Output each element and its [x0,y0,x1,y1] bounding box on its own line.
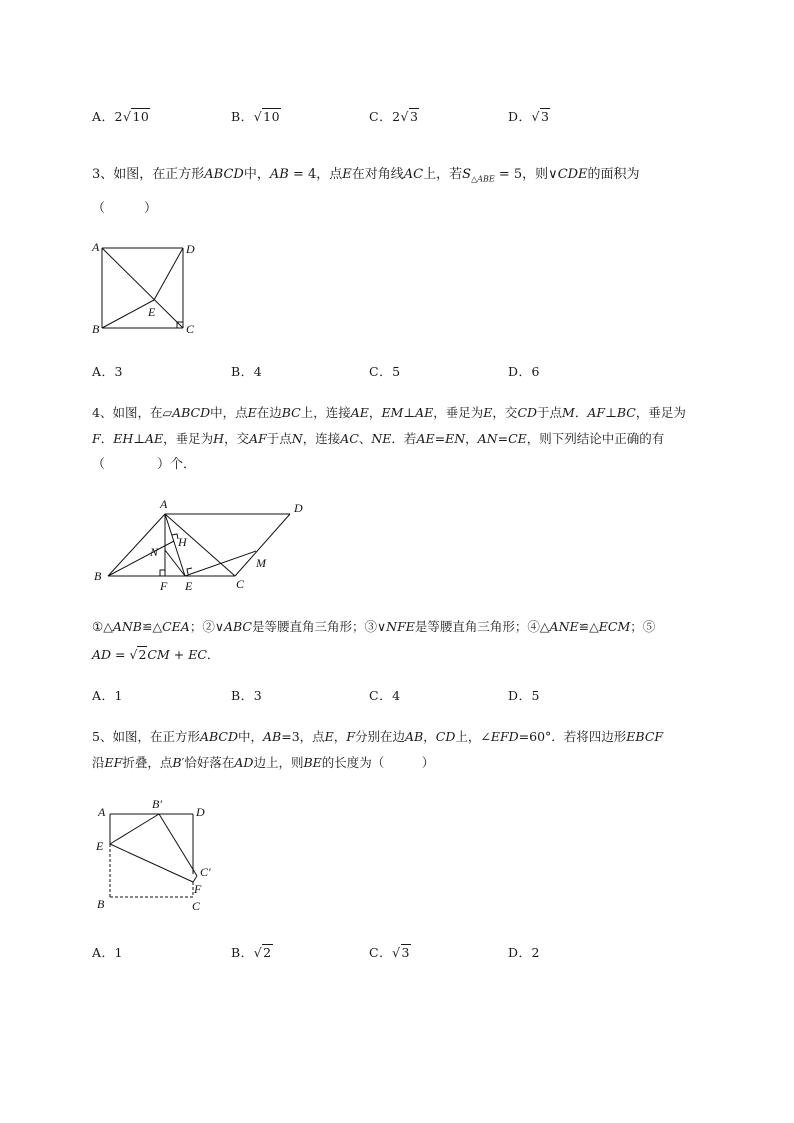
q5-label-e: E [96,839,104,853]
q4-label-c: C [236,577,245,591]
q5-stem-line2: 沿EF折叠，点B′恰好落在AD边上，则BE的长度为（ ） [92,755,435,770]
q5-label-c: C [192,899,201,913]
q4-segment-em [185,551,256,576]
sqrt-symbol: √10 [253,109,281,124]
q3-diagonal-ac [102,248,183,328]
q3-label-e: E [148,305,156,319]
q3-label-d: D [186,242,195,256]
q4-segment-ne [165,550,185,576]
q2-option-d[interactable]: D．√3 [508,109,550,124]
q4-option-c[interactable]: C．4 [369,688,401,703]
q5-option-d[interactable]: D．2 [508,945,540,960]
q3-label-a: A [92,240,100,254]
q5-label-bp: B′ [152,797,162,811]
q4-label-f: F [160,579,168,593]
sqrt-symbol: √2 [129,647,147,662]
q3-option-d[interactable]: D．6 [508,364,540,379]
sqrt-symbol: √3 [531,109,550,124]
q4-right-angle-f [160,570,165,576]
q4-stem-line2: F．EH⊥AE，垂足为H，交AF于点N，连接AC、NE．若AE=EN，AN=CE，则下列结论中正确的有 [92,431,665,446]
q4-label-d: D [294,501,303,515]
q3-option-a[interactable]: A．3 [92,364,123,379]
q2-option-b[interactable]: B．√10 [231,109,281,124]
q5-option-a[interactable]: A．1 [92,945,123,960]
q2-option-c[interactable]: C．2√3 [369,109,419,124]
q3-answer-paren: （ ） [92,201,158,216]
q3-stem: 3、如图，在正方形ABCD中，AB = 4，点E在对角线AC上，若$S_{\triangle ABE} = 5$，则∨CDE的面积为 [92,167,640,184]
q5-fold-eb [110,814,159,844]
q4-label-b: B [94,569,102,583]
q2-option-a[interactable]: A．2√10 [92,109,150,124]
q5-label-d: D [196,805,205,819]
q4-conclusions-line2: AD = √2CM + EC． [92,642,219,668]
q5-option-b[interactable]: B．√2 [231,945,272,960]
q5-fold-bc [159,814,197,876]
q5-options [92,944,692,964]
q5-stem-line1: 5、如图，在正方形ABCD中，AB=3，点E，F分别在边AB，CD上，∠EFD=60°．若将四边形EBCF [92,729,664,744]
sqrt-symbol: √10 [122,109,150,124]
q4-label-m: M [256,556,266,570]
sqrt-symbol: √2 [253,945,272,960]
q4-options [92,687,692,707]
q4-label-n: N [150,545,159,559]
q5-figure [92,794,232,918]
q3-option-b[interactable]: B．4 [231,364,263,379]
q3-segment-de [154,248,183,300]
sqrt-symbol: √3 [400,109,419,124]
q4-option-d[interactable]: D．5 [508,688,540,703]
sqrt-symbol: √3 [392,945,410,960]
q5-label-b: B [97,897,105,911]
q5-label-a: A [98,805,106,819]
q3-label-b: B [92,322,100,336]
q4-conclusions-line1: ①△ANB≌△CEA；②∨ABC是等腰直角三角形；③∨NFE是等腰直角三角形；④△ANE≌△ECM；⑤ [92,619,656,634]
q5-label-f: F [194,882,202,896]
q4-option-b[interactable]: B．3 [231,688,263,703]
q4-stem-line1: 4、如图，在▱ABCD中，点E在边BC上，连接AE，EM⊥AE，垂足为E，交CD于点M．AF⊥BC，垂足为 [92,405,686,420]
q4-answer-paren: （ ）个． [92,457,197,472]
q5-label-cp: C′ [200,865,211,879]
q4-right-angle-e [187,568,192,574]
q4-segment-bh [108,541,174,576]
q5-option-c[interactable]: C．√3 [369,945,410,960]
q3-label-c: C [186,322,195,336]
q2-options [92,108,692,128]
q4-label-e: E [185,579,193,593]
q3-option-c[interactable]: C．5 [369,364,401,379]
q4-option-a[interactable]: A．1 [92,688,123,703]
q4-label-a: A [160,497,168,511]
q3-options [92,363,692,383]
q3-figure [88,236,208,340]
q3-segment-be [102,300,154,328]
q4-figure [90,494,320,598]
q4-label-h: H [178,535,187,549]
